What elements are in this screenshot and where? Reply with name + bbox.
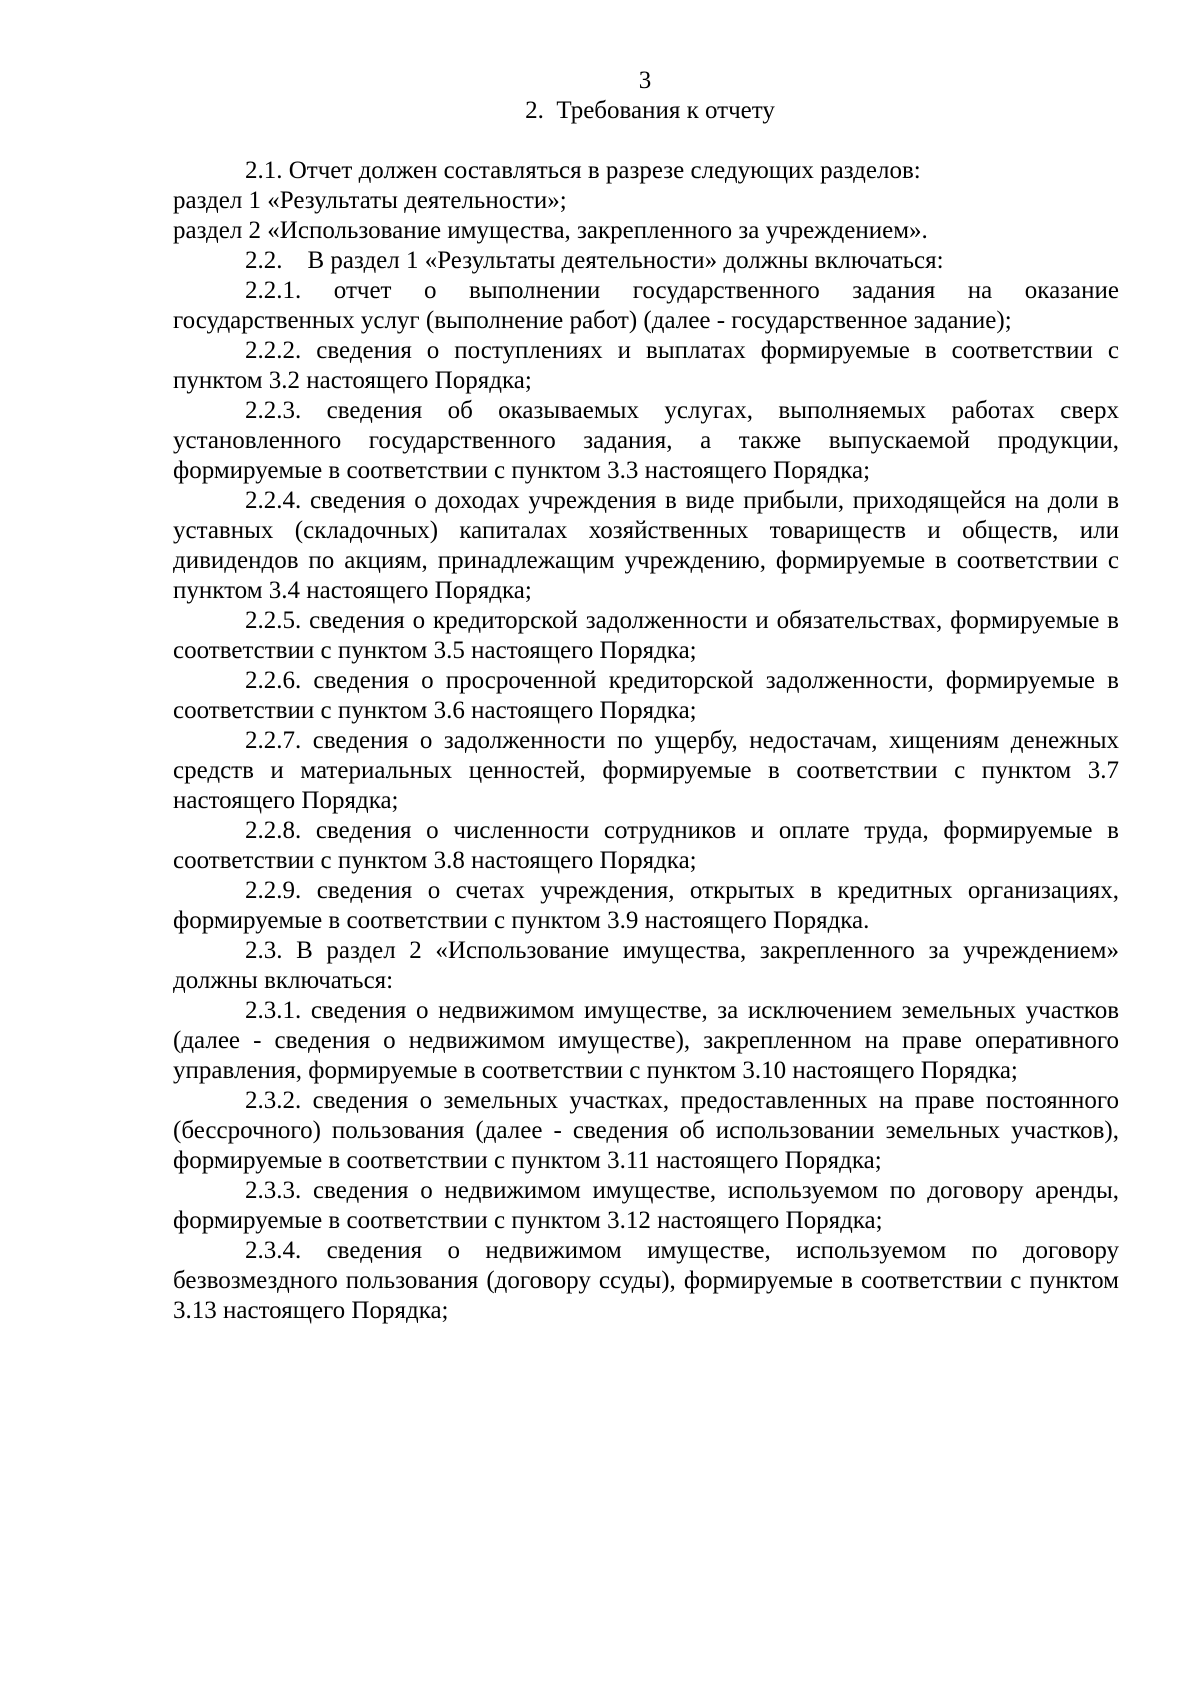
paragraph-text: сведения о недвижимом имуществе, за исключением земельных участков (далее - сведения о недвижимом имуществе), закрепленном на праве оперативного управления, формируемые в соответствии с пунктом 3.10 настоящего Порядка;	[173, 997, 1119, 1084]
paragraph-2-3-1	[173, 996, 1119, 1086]
paragraph-2-2-1	[173, 276, 1119, 336]
paragraph-2-2-9	[173, 876, 1119, 936]
paragraph-text: сведения о кредиторской задолженности и обязательствах, формируемые в соответствии с пунктом 3.5 настоящего Порядка;	[173, 607, 1119, 664]
paragraph-text: сведения о задолженности по ущербу, недостачам, хищениям денежных средств и материальных ценностей, формируемые в соответствии с пунктом 3.7 настоящего Порядка;	[173, 727, 1119, 814]
paragraph-2-2-3	[173, 396, 1119, 486]
paragraph-text: сведения о недвижимом имуществе, используемом по договору безвозмездного пользования (договору ссуды), формируемые в соответствии с пунктом 3.13 настоящего Порядка;	[173, 1237, 1119, 1324]
paragraph-text: В раздел 2 «Использование имущества, закрепленного за учреждением» должны включаться:	[173, 937, 1119, 994]
paragraph-2-3-2	[173, 1086, 1119, 1176]
paragraph-text: сведения о счетах учреждения, открытых в кредитных организациях, формируемые в соответствии с пунктом 3.9 настоящего Порядка.	[173, 877, 1119, 934]
paragraph-number: 2.2.8.	[245, 817, 302, 844]
paragraph-text: раздел 1 «Результаты деятельности»;	[173, 187, 567, 214]
paragraph-text: сведения об оказываемых услугах, выполняемых работах сверх установленного государственного задания, а также выпускаемой продукции, формируемые в соответствии с пунктом 3.3 настоящего Порядка;	[173, 397, 1119, 484]
paragraph-2-3	[173, 936, 1119, 996]
paragraph-number: 2.3.1.	[245, 997, 302, 1024]
paragraph-text: сведения о доходах учреждения в виде прибыли, приходящейся на доли в уставных (складочных) капиталах хозяйственных товариществ и обществ, или дивидендов по акциям, принадлежащим учреждению, формируемые в соответствии с пунктом 3.4 настоящего Порядка;	[173, 487, 1119, 604]
paragraph-number: 2.2.7.	[245, 727, 302, 754]
paragraph-number: 2.1.	[245, 157, 283, 184]
paragraph-text: сведения о земельных участках, предоставленных на праве постоянного (бессрочного) пользования (далее - сведения об использовании земельных участков), формируемые в соответствии с пунктом 3.11 настоящего Порядка;	[173, 1087, 1119, 1174]
paragraph-number: 2.2.	[245, 247, 283, 274]
page-number: 3	[638, 67, 652, 94]
paragraph-text: отчет о выполнении государственного задания на оказание государственных услуг (выполнение работ) (далее - государственное задание);	[173, 277, 1119, 334]
paragraph-2-2-2	[173, 336, 1119, 396]
paragraph-section-1	[173, 186, 1119, 216]
paragraph-number: 2.2.6.	[245, 667, 302, 694]
paragraph-number: 2.2.9.	[245, 877, 302, 904]
paragraph-section-2	[173, 216, 1119, 246]
paragraph-text: Отчет должен составляться в разрезе следующих разделов:	[282, 157, 921, 184]
paragraph-2-2-6	[173, 666, 1119, 726]
paragraph-2-2-4	[173, 486, 1119, 606]
paragraph-number: 2.2.3.	[245, 397, 302, 424]
paragraph-text: раздел 2 «Использование имущества, закрепленного за учреждением».	[173, 217, 928, 244]
paragraph-text: сведения о просроченной кредиторской задолженности, формируемые в соответствии с пунктом 3.6 настоящего Порядка;	[173, 667, 1119, 724]
document-body	[173, 156, 1119, 1326]
paragraph-number: 2.3.3.	[245, 1177, 302, 1204]
paragraph-number: 2.3.2.	[245, 1087, 302, 1114]
paragraph-number: 2.2.4.	[245, 487, 302, 514]
paragraph-2-3-4	[173, 1236, 1119, 1326]
paragraph-text: сведения о поступлениях и выплатах формируемые в соответствии с пунктом 3.2 настоящего Порядка;	[173, 337, 1119, 394]
paragraph-number: 2.3.	[245, 937, 283, 964]
paragraph-2-1	[173, 156, 1119, 186]
paragraph-2-2-8	[173, 816, 1119, 876]
paragraph-number: 2.2.2.	[245, 337, 302, 364]
paragraph-number: 2.2.1.	[245, 277, 302, 304]
section-title: 2. Требования к отчету	[525, 97, 775, 124]
paragraph-number: 2.2.5.	[245, 607, 302, 634]
paragraph-2-3-3	[173, 1176, 1119, 1236]
paragraph-2-2	[173, 246, 1119, 276]
paragraph-text: сведения о недвижимом имуществе, используемом по договору аренды, формируемые в соответствии с пунктом 3.12 настоящего Порядка;	[173, 1177, 1119, 1234]
paragraph-2-2-5	[173, 606, 1119, 666]
paragraph-2-2-7	[173, 726, 1119, 816]
paragraph-text: В раздел 1 «Результаты деятельности» должны включаться:	[307, 247, 944, 274]
paragraph-text: сведения о численности сотрудников и оплате труда, формируемые в соответствии с пунктом 3.8 настоящего Порядка;	[173, 817, 1119, 874]
paragraph-number: 2.3.4.	[245, 1237, 302, 1264]
